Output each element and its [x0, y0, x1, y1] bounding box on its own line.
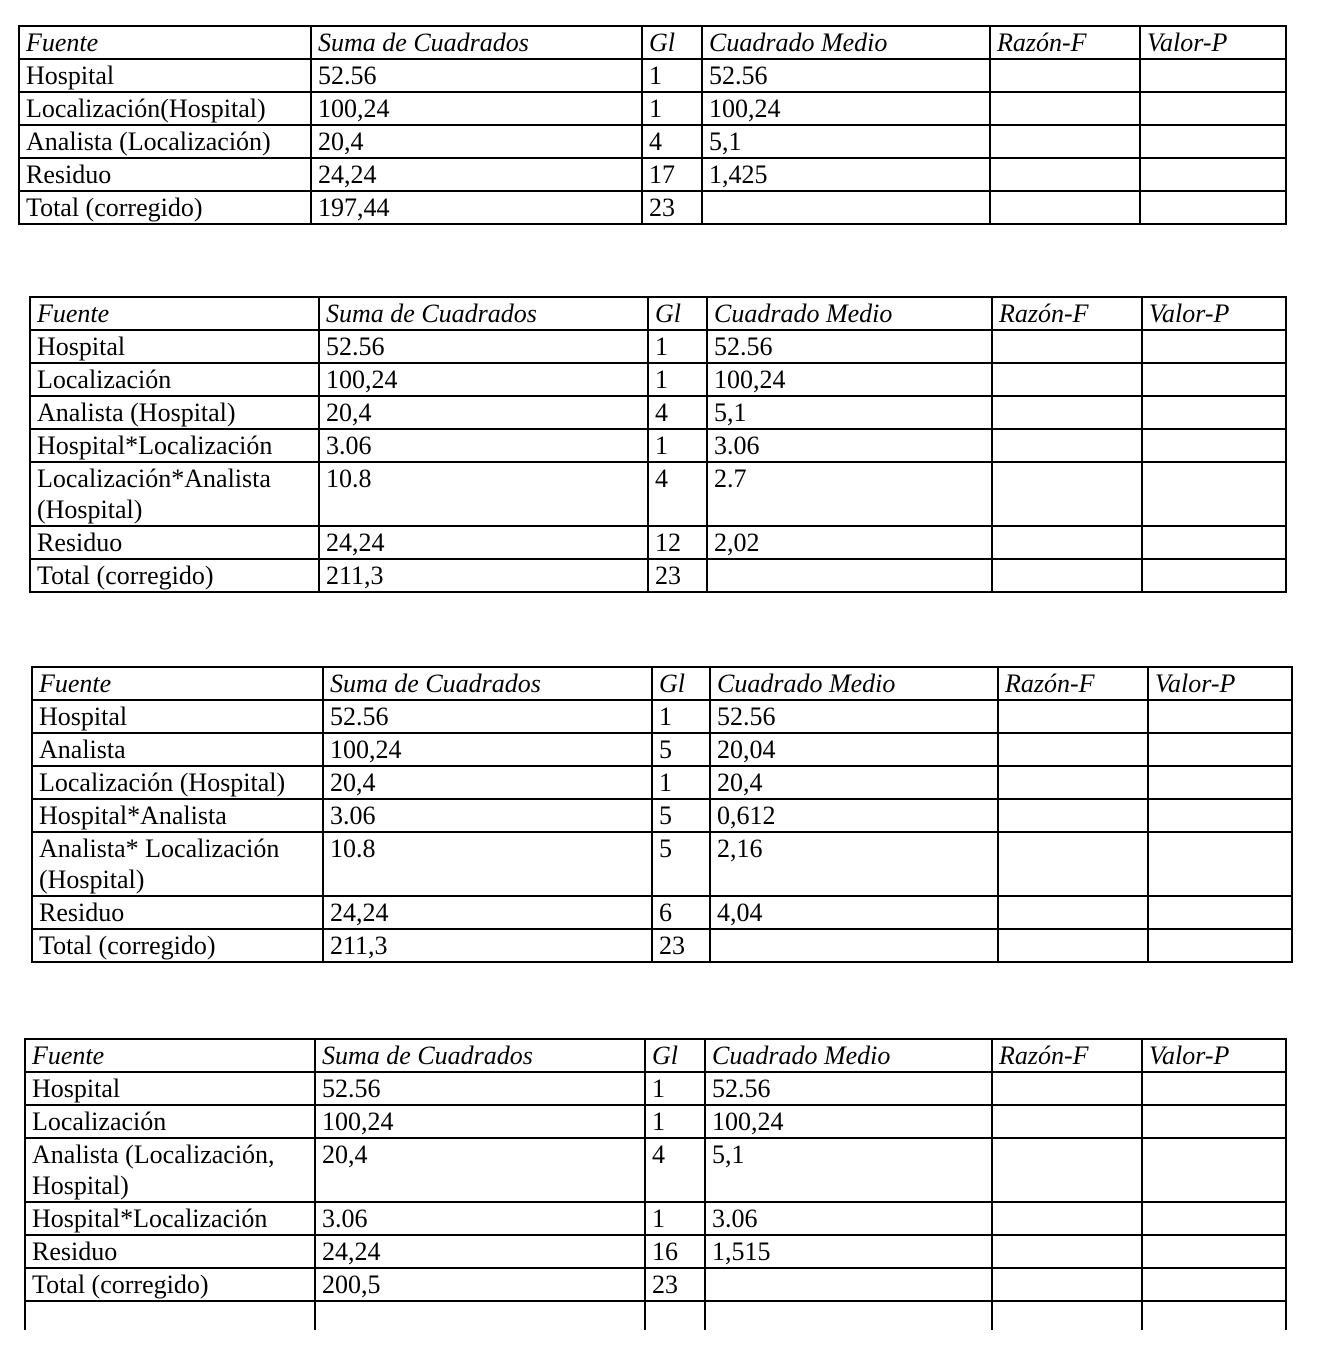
cell-cuadrado-medio: 52.56: [707, 330, 992, 363]
cell-suma-de-cuadrados: [315, 1301, 645, 1330]
cell-fuente: [25, 1301, 315, 1330]
cell-cuadrado-medio: 1,515: [705, 1235, 992, 1268]
cell-suma-de-cuadrados: 211,3: [319, 559, 648, 592]
cell-valor-p: [1142, 1072, 1286, 1105]
cell-gl: 1: [652, 700, 710, 733]
cell-suma-de-cuadrados: 10.8: [319, 462, 648, 526]
cell-fuente: Analista: [32, 733, 323, 766]
cell-fuente: Residuo: [32, 896, 323, 929]
cell-gl: 23: [648, 559, 707, 592]
cell-fuente: Analista* Localización (Hospital): [32, 832, 323, 896]
cell-cuadrado-medio: 1,425: [702, 158, 990, 191]
cell-fuente: Hospital: [25, 1072, 315, 1105]
cell-gl: 1: [645, 1202, 705, 1235]
cell-suma-de-cuadrados: 20,4: [311, 125, 642, 158]
cell-fuente: Analista (Hospital): [30, 396, 319, 429]
cell-fuente: Hospital: [19, 59, 311, 92]
cell-gl: 6: [652, 896, 710, 929]
cell-suma-de-cuadrados: 197,44: [311, 191, 642, 224]
cell-valor-p: [1142, 1235, 1286, 1268]
cell-fuente: Hospital*Analista: [32, 799, 323, 832]
header-gl: Gl: [645, 1039, 705, 1072]
cell-razon-f: [992, 1301, 1142, 1330]
cell-cuadrado-medio: 5,1: [705, 1138, 992, 1202]
cell-gl: 16: [645, 1235, 705, 1268]
cell-cuadrado-medio: 100,24: [707, 363, 992, 396]
cell-cuadrado-medio: 100,24: [705, 1105, 992, 1138]
table-row: [25, 1202, 1286, 1235]
cell-fuente: Localización (Hospital): [32, 766, 323, 799]
header-razon-f: Razón-F: [998, 667, 1148, 700]
cell-gl: 5: [652, 733, 710, 766]
cell-cuadrado-medio: 0,612: [710, 799, 998, 832]
cell-suma-de-cuadrados: 3.06: [315, 1202, 645, 1235]
cell-gl: 1: [645, 1072, 705, 1105]
cell-suma-de-cuadrados: 100,24: [315, 1105, 645, 1138]
anova-table-4: [24, 1038, 1287, 1330]
header-suma-de-cuadrados: Suma de Cuadrados: [311, 26, 642, 59]
table-row: [25, 1105, 1286, 1138]
cell-cuadrado-medio: 5,1: [702, 125, 990, 158]
cell-fuente: Localización: [25, 1105, 315, 1138]
cell-fuente: Residuo: [30, 526, 319, 559]
cell-razon-f: [992, 1202, 1142, 1235]
header-fuente: Fuente: [25, 1039, 315, 1072]
header-fuente: Fuente: [30, 297, 319, 330]
header-row: [25, 1039, 1286, 1072]
cell-valor-p: [1142, 1105, 1286, 1138]
cell-valor-p: [1142, 1138, 1286, 1202]
cell-cuadrado-medio: 52.56: [702, 59, 990, 92]
cell-gl: 1: [642, 59, 702, 92]
cell-fuente: Hospital: [32, 700, 323, 733]
cell-gl: 4: [648, 462, 707, 526]
cell-gl: 1: [648, 363, 707, 396]
cell-suma-de-cuadrados: 3.06: [319, 429, 648, 462]
cell-suma-de-cuadrados: 52.56: [311, 59, 642, 92]
cell-cuadrado-medio: 52.56: [710, 700, 998, 733]
header-gl: Gl: [642, 26, 702, 59]
cell-cuadrado-medio: 2,16: [710, 832, 998, 896]
header-valor-p: Valor-P: [1142, 1039, 1286, 1072]
cell-valor-p: [1142, 1301, 1286, 1330]
cell-valor-p: [1142, 1202, 1286, 1235]
cell-fuente: Hospital*Localización: [25, 1202, 315, 1235]
cell-suma-de-cuadrados: 211,3: [323, 929, 652, 962]
cell-suma-de-cuadrados: 24,24: [311, 158, 642, 191]
header-fuente: Fuente: [19, 26, 311, 59]
header-suma-de-cuadrados: Suma de Cuadrados: [323, 667, 652, 700]
header-suma-de-cuadrados: Suma de Cuadrados: [315, 1039, 645, 1072]
cell-fuente: Analista (Localización): [19, 125, 311, 158]
cell-suma-de-cuadrados: 20,4: [315, 1138, 645, 1202]
cell-suma-de-cuadrados: 20,4: [319, 396, 648, 429]
cell-fuente: Localización(Hospital): [19, 92, 311, 125]
table-row: [25, 1235, 1286, 1268]
cell-suma-de-cuadrados: 3.06: [323, 799, 652, 832]
cell-cuadrado-medio: 20,04: [710, 733, 998, 766]
cell-gl: 23: [652, 929, 710, 962]
cell-razon-f: [992, 1072, 1142, 1105]
cell-suma-de-cuadrados: 100,24: [323, 733, 652, 766]
header-gl: Gl: [652, 667, 710, 700]
cell-suma-de-cuadrados: 52.56: [323, 700, 652, 733]
header-fuente: Fuente: [32, 667, 323, 700]
cell-fuente: Localización*Analista (Hospital): [30, 462, 319, 526]
cell-suma-de-cuadrados: 100,24: [319, 363, 648, 396]
header-cuadrado-medio: Cuadrado Medio: [702, 26, 990, 59]
cell-cuadrado-medio: 52.56: [705, 1072, 992, 1105]
cell-gl: 1: [645, 1105, 705, 1138]
cell-suma-de-cuadrados: 100,24: [311, 92, 642, 125]
cell-cuadrado-medio: 5,1: [707, 396, 992, 429]
table-row: [25, 1268, 1286, 1301]
cell-razon-f: [992, 1138, 1142, 1202]
cell-gl: 1: [648, 429, 707, 462]
cell-suma-de-cuadrados: 10.8: [323, 832, 652, 896]
header-valor-p: Valor-P: [1148, 667, 1292, 700]
cell-fuente: Total (corregido): [32, 929, 323, 962]
cell-gl: 1: [652, 766, 710, 799]
cell-fuente: Residuo: [19, 158, 311, 191]
table-row-cut: [25, 1301, 1286, 1330]
cell-gl: 1: [642, 92, 702, 125]
cell-gl: 4: [642, 125, 702, 158]
header-cuadrado-medio: Cuadrado Medio: [707, 297, 992, 330]
cell-suma-de-cuadrados: 52.56: [319, 330, 648, 363]
table-row: [25, 1072, 1286, 1105]
cell-fuente: Total (corregido): [19, 191, 311, 224]
cell-cuadrado-medio: 2.7: [707, 462, 992, 526]
header-razon-f: Razón-F: [992, 1039, 1142, 1072]
cell-suma-de-cuadrados: 200,5: [315, 1268, 645, 1301]
cell-cuadrado-medio: 3.06: [705, 1202, 992, 1235]
cell-razon-f: [992, 1235, 1142, 1268]
header-razon-f: Razón-F: [992, 297, 1142, 330]
cell-suma-de-cuadrados: 24,24: [319, 526, 648, 559]
cell-suma-de-cuadrados: 20,4: [323, 766, 652, 799]
cell-razon-f: [992, 1268, 1142, 1301]
cell-cuadrado-medio: 3.06: [707, 429, 992, 462]
cell-fuente: Total (corregido): [30, 559, 319, 592]
cell-gl: 23: [645, 1268, 705, 1301]
cell-cuadrado-medio: 2,02: [707, 526, 992, 559]
header-cuadrado-medio: Cuadrado Medio: [705, 1039, 992, 1072]
cell-gl: 1: [648, 330, 707, 363]
header-razon-f: Razón-F: [990, 26, 1140, 59]
cell-suma-de-cuadrados: 52.56: [315, 1072, 645, 1105]
cell-cuadrado-medio: 100,24: [702, 92, 990, 125]
cell-fuente: Hospital: [30, 330, 319, 363]
cell-fuente: Analista (Localización, Hospital): [25, 1138, 315, 1202]
cell-cuadrado-medio: [705, 1268, 992, 1301]
header-valor-p: Valor-P: [1142, 297, 1286, 330]
cell-gl: 5: [652, 799, 710, 832]
cell-gl: 17: [642, 158, 702, 191]
cell-cuadrado-medio: [705, 1301, 992, 1330]
header-suma-de-cuadrados: Suma de Cuadrados: [319, 297, 648, 330]
cell-fuente: Localización: [30, 363, 319, 396]
cell-gl: 23: [642, 191, 702, 224]
table-row: [25, 1138, 1286, 1202]
cell-gl: [645, 1301, 705, 1330]
cell-fuente: Total (corregido): [25, 1268, 315, 1301]
cell-gl: 4: [648, 396, 707, 429]
cell-gl: 4: [645, 1138, 705, 1202]
cell-valor-p: [1142, 1268, 1286, 1301]
header-cuadrado-medio: Cuadrado Medio: [710, 667, 998, 700]
header-gl: Gl: [648, 297, 707, 330]
cell-cuadrado-medio: 20,4: [710, 766, 998, 799]
cell-cuadrado-medio: 4,04: [710, 896, 998, 929]
header-valor-p: Valor-P: [1140, 26, 1286, 59]
cell-gl: 12: [648, 526, 707, 559]
cell-razon-f: [992, 1105, 1142, 1138]
cell-suma-de-cuadrados: 24,24: [323, 896, 652, 929]
cell-suma-de-cuadrados: 24,24: [315, 1235, 645, 1268]
cell-gl: 5: [652, 832, 710, 896]
cell-fuente: Residuo: [25, 1235, 315, 1268]
cell-fuente: Hospital*Localización: [30, 429, 319, 462]
